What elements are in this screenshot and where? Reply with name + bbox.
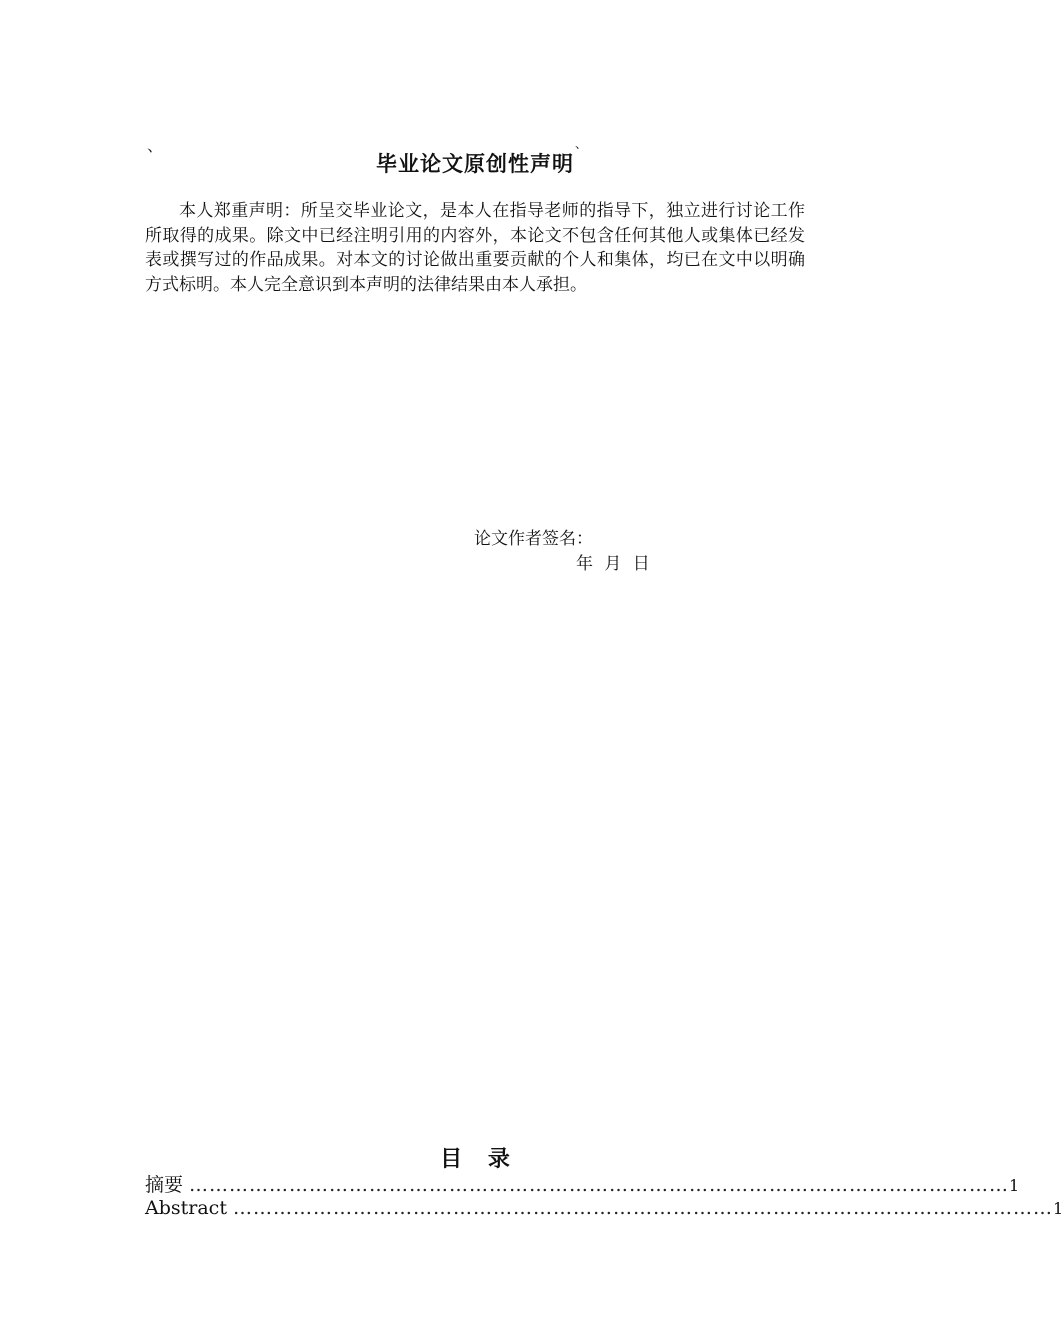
stray-mark-left: 、 xyxy=(147,136,164,155)
toc-entry-abstract-en[interactable] xyxy=(145,1197,1063,1219)
toc-leader-dots: …………………………………………………………………………………………………………… xyxy=(189,1174,1010,1196)
signature-label: 论文作者签名： xyxy=(474,529,593,549)
toc-entry-label: Abstract xyxy=(145,1197,227,1219)
declaration-title: 毕业论文原创性声明 xyxy=(376,152,574,176)
stray-mark-right: 、 xyxy=(575,137,588,151)
toc-entry-abstract-cn[interactable] xyxy=(145,1170,1020,1197)
toc-entry-page: 1 xyxy=(1052,1199,1063,1218)
date-label: 年 月 日 xyxy=(576,554,650,574)
declaration-body: 本人郑重声明：所呈交毕业论文，是本人在指导老师的指导下，独立进行讨论工作所取得的成果。除文中已经注明引用的内容外，本论文不包含任何其他人或集体已经发表或撰写过的作品成果。对本文的讨论做出重要贡献的个人和集体，均已在文中以明确方式标明。本人完全意识到本声明的法律结果由本人承担。 xyxy=(145,201,805,295)
toc-title: 目 录 xyxy=(440,1147,510,1172)
toc-entry-label: 摘要 xyxy=(145,1174,184,1196)
toc-leader-dots: …………………………………………………………………………………………………………… xyxy=(232,1197,1053,1219)
toc-entry-page: 1 xyxy=(1009,1176,1020,1195)
